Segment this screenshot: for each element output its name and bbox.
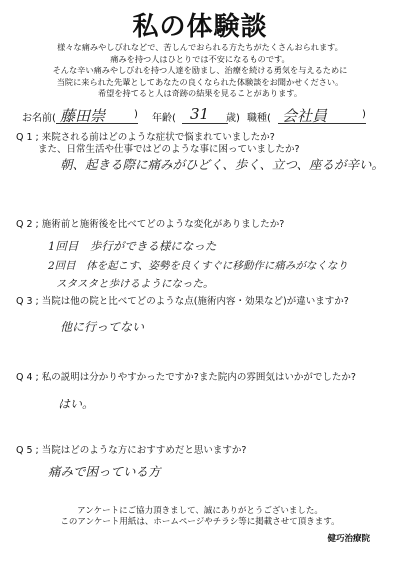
question-2 [16,219,390,231]
answer-5: 痛みで困っている方 [48,464,161,479]
page-title: 私の体験談 [132,12,268,42]
intro-text [18,42,382,100]
question-4 [16,372,390,384]
question-line: Q 3 ; 当院は他の院と比べてどのような点(施術内容・効果など)が違いますか? [16,296,349,307]
footer-line: アンケートにご協力頂きまして、誠にありがとうございました。 [77,506,323,516]
question-line: Q 2 ; 施術前と施術後を比べてどのような変化がありましたか? [16,219,285,230]
name-underline [56,123,138,124]
question-5 [16,445,390,457]
question-line: Q 4 ; 私の説明は分かりやすかったですか?また院内の雰囲気はいかがでしたか? [16,372,356,383]
answer-2-line-2: 2回目 体を起こす、姿勢を良くすぐに移動作に痛みがなくなり [48,260,348,272]
question-line: また、日常生活や仕事ではどのような事に困っていましたか? [16,144,300,155]
intro-line: 痛みを持つ人はひとりでは不安になるものです。 [110,53,290,64]
intro-line: 様々な痛みやしびれなどで、苦しんでおられる方たちがたくさんおられます。 [57,42,343,52]
job-close: ) [362,109,366,120]
answer-2-line-1: 1回目 歩行ができる様になった [48,239,217,253]
answer-1: 朝、起きる際に痛みがひどく、歩く、立つ、座るが辛い。 [60,157,385,172]
answer-4: はい。 [58,397,95,411]
name-label: お名前( [22,113,56,124]
age-underline [182,123,228,124]
question-3 [16,296,390,308]
intro-line: そんな辛い痛みやしびれを持つ人達を励まし、治療を続ける勇気を与えるために [52,65,348,75]
respondent-info [22,105,392,125]
age-value: 31 [190,105,210,123]
answer-3: 他に行ってない [60,320,145,334]
intro-line: 希望を持てると人は奇跡の結果を見ることがあります。 [97,88,303,98]
question-line: Q 5 ; 当院はどのような方におすすめだと思いますか? [16,445,247,456]
intro-line: 当院に来られた先輩としてあなたの良くなられた体験談をお聞かせください。 [56,76,344,87]
job-value: 会社員 [282,107,328,125]
answer-2-line-3: スタスタと歩けるようになった。 [56,278,214,290]
footer-text [0,506,400,528]
job-label: 職種( [247,113,271,124]
age-label: 年齢( [152,113,176,124]
footer-line: このアンケート用紙は、ホームページやチラシ等に掲載させて頂きます。 [60,517,340,527]
question-line: Q 1 ; 来院される前はどのような症状で悩まれていましたか? [16,132,275,143]
name-value: 藤田崇 [60,107,106,125]
name-close: ) [134,109,138,120]
question-1 [16,132,390,156]
clinic-name: 健巧治療院 [327,534,370,544]
job-underline [278,123,366,124]
age-close: 歳) [226,113,240,124]
